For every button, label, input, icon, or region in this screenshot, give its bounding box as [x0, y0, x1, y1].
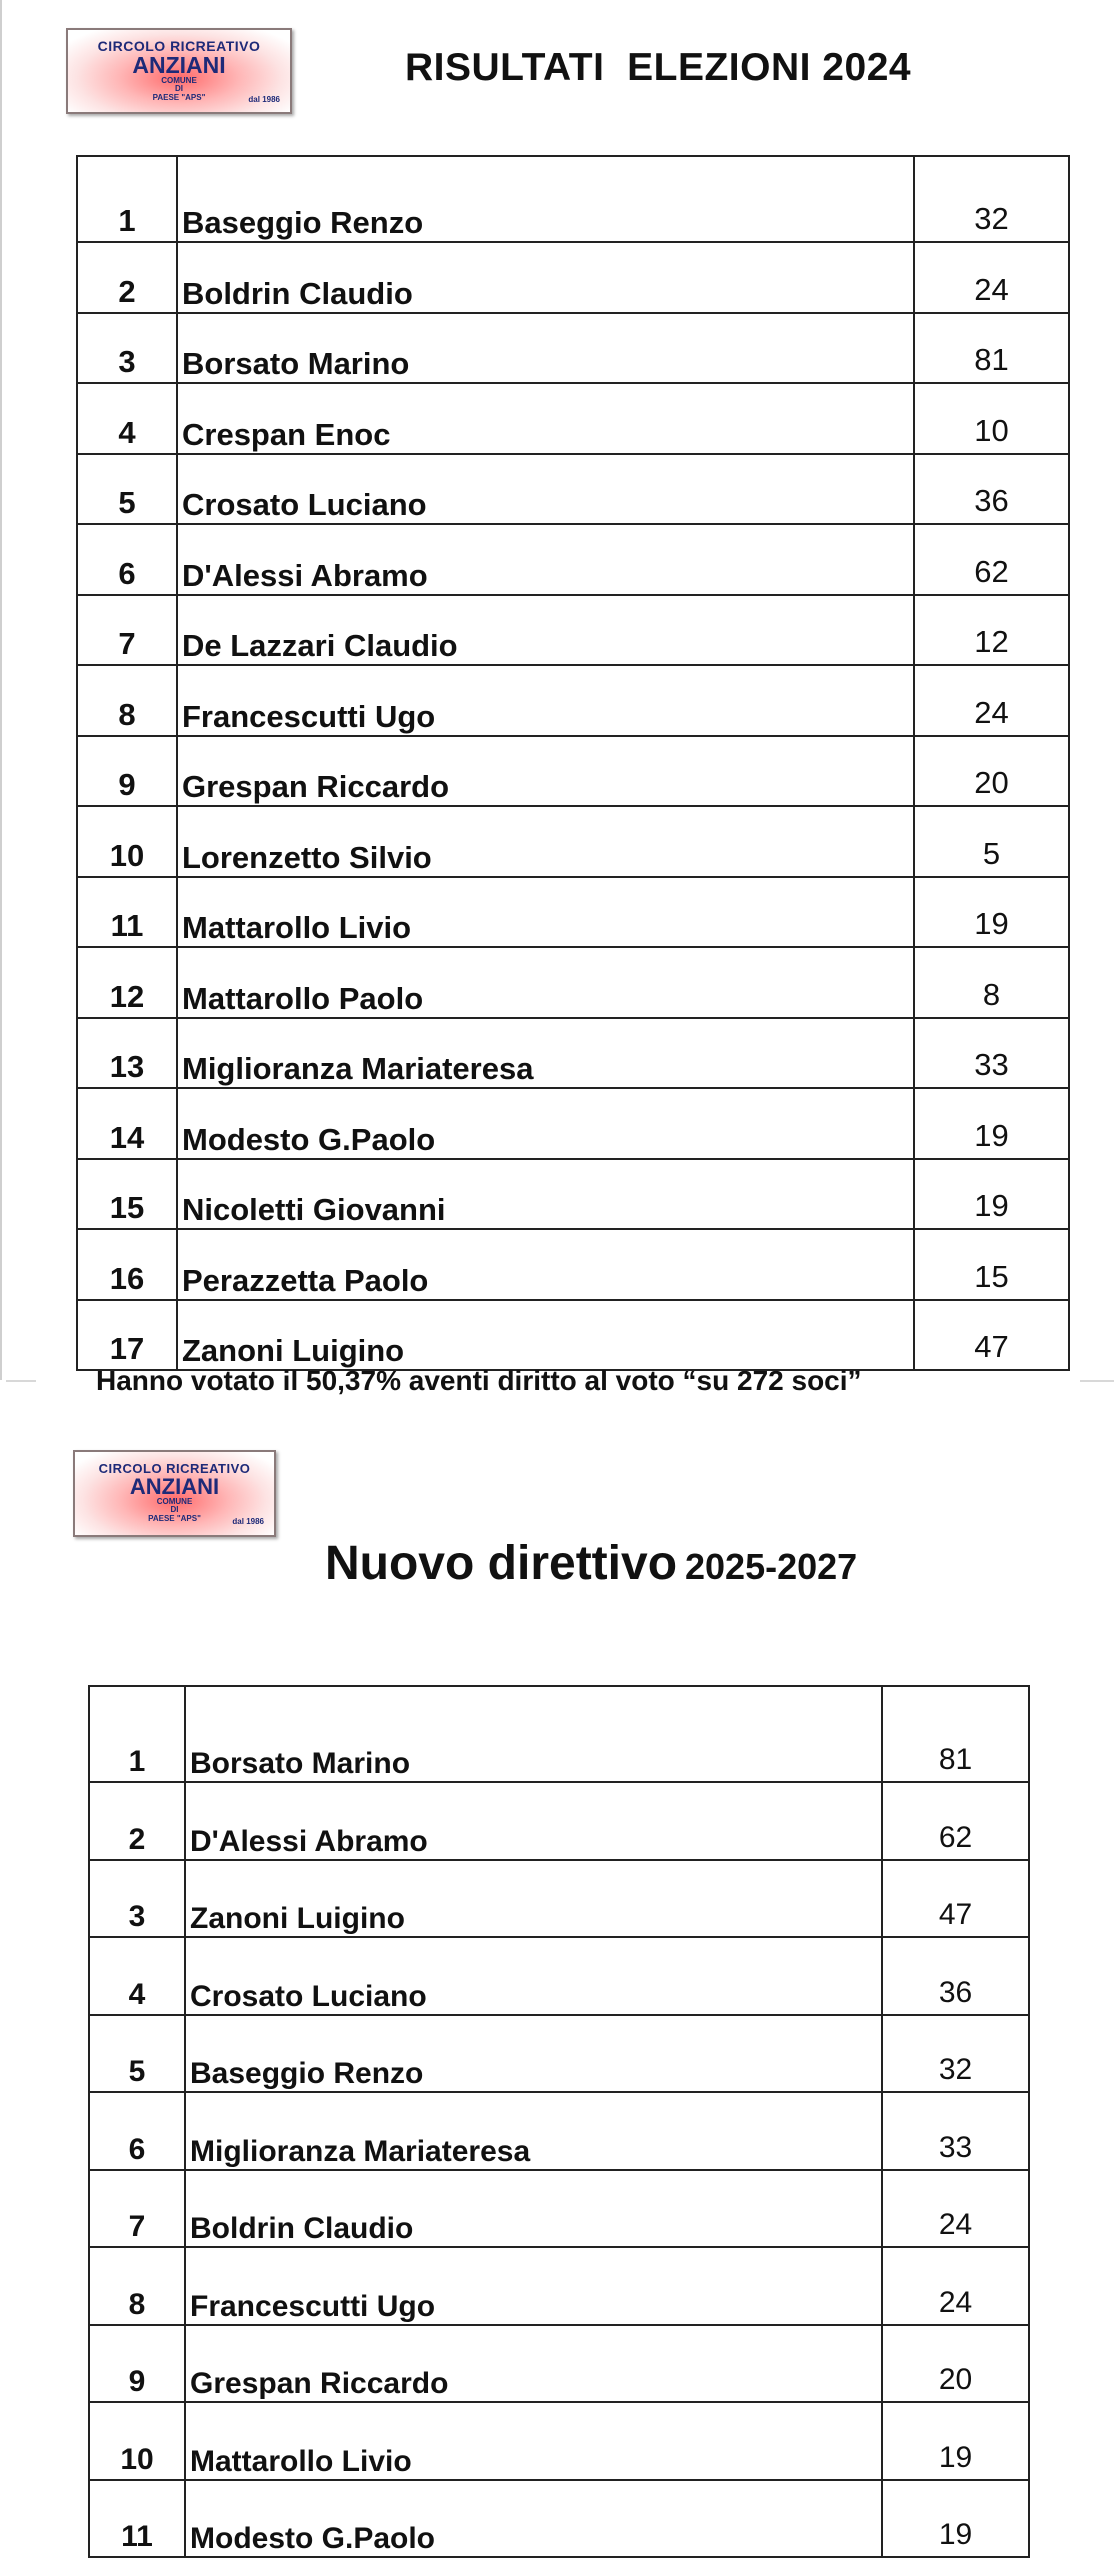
- table-row: [89, 2325, 1029, 2403]
- candidate-name: Nicoletti Giovanni: [177, 1159, 914, 1230]
- candidate-name: Crosato Luciano: [177, 454, 914, 525]
- vote-count: 24: [914, 242, 1069, 313]
- election-results-body: [77, 156, 1069, 1370]
- vote-count: 20: [914, 736, 1069, 807]
- table-row: [77, 947, 1069, 1018]
- row-number: 8: [77, 665, 177, 736]
- row-number: 1: [77, 156, 177, 242]
- candidate-name: Miglioranza Mariateresa: [177, 1018, 914, 1089]
- row-number: 9: [77, 736, 177, 807]
- row-number: 10: [77, 806, 177, 877]
- candidate-name: Francescutti Ugo: [177, 665, 914, 736]
- vote-count: 47: [882, 1860, 1029, 1938]
- table-row: [89, 2247, 1029, 2325]
- table-row: [77, 1229, 1069, 1300]
- row-number: 8: [89, 2247, 185, 2325]
- logo-line-1: CIRCOLO RICREATIVO: [97, 38, 261, 54]
- turnout-note: Hanno votato il 50,37% aventi diritto al voto “su 272 soci”: [96, 1365, 862, 1396]
- candidate-name: Francescutti Ugo: [185, 2247, 882, 2325]
- candidate-name: De Lazzari Claudio: [177, 595, 914, 666]
- vote-count: 15: [914, 1229, 1069, 1300]
- logo-line-2: ANZIANI: [132, 52, 226, 78]
- table-row: [77, 454, 1069, 525]
- table-row: [89, 1860, 1029, 1938]
- row-number: 9: [89, 2325, 185, 2403]
- row-number: 2: [89, 1782, 185, 1860]
- table-row: [89, 2402, 1029, 2480]
- candidate-name: Borsato Marino: [185, 1686, 882, 1782]
- table-row: [77, 383, 1069, 454]
- row-number: 6: [77, 524, 177, 595]
- new-board-table: [88, 1685, 1030, 2558]
- row-number: 5: [89, 2015, 185, 2093]
- candidate-name: Boldrin Claudio: [185, 2170, 882, 2248]
- logo-since: dal 1986: [248, 95, 280, 104]
- candidate-name: Modesto G.Paolo: [177, 1088, 914, 1159]
- row-number: 16: [77, 1229, 177, 1300]
- candidate-name: D'Alessi Abramo: [185, 1782, 882, 1860]
- vote-count: 62: [882, 1782, 1029, 1860]
- row-number: 1: [89, 1686, 185, 1782]
- table-row: [77, 242, 1069, 313]
- candidate-name: Baseggio Renzo: [177, 156, 914, 242]
- row-number: 10: [89, 2402, 185, 2480]
- table-row: [89, 2170, 1029, 2248]
- board-title-years: 2025-2027: [685, 1546, 858, 1587]
- table-row: [89, 1686, 1029, 1782]
- table-row: [77, 1159, 1069, 1230]
- candidate-name: D'Alessi Abramo: [177, 524, 914, 595]
- vote-count: 8: [914, 947, 1069, 1018]
- candidate-name: Zanoni Luigino: [185, 1860, 882, 1938]
- club-logo: [66, 28, 292, 114]
- logo-line-2: ANZIANI: [129, 1474, 220, 1499]
- table-row: [77, 806, 1069, 877]
- vote-count: 19: [914, 1088, 1069, 1159]
- vote-count: 81: [914, 313, 1069, 384]
- vote-count: 81: [882, 1686, 1029, 1782]
- table-row: [77, 877, 1069, 948]
- row-number: 7: [77, 595, 177, 666]
- logo-since: dal 1986: [232, 1517, 264, 1526]
- candidate-name: Mattarollo Livio: [177, 877, 914, 948]
- candidate-name: Zanoni Luigino: [177, 1300, 914, 1371]
- vote-count: 32: [914, 156, 1069, 242]
- candidate-name: Modesto G.Paolo: [185, 2480, 882, 2558]
- vote-count: 33: [914, 1018, 1069, 1089]
- logo-line-3b: DI: [175, 84, 183, 94]
- table-row: [77, 1088, 1069, 1159]
- vote-count: 20: [882, 2325, 1029, 2403]
- row-number: 5: [77, 454, 177, 525]
- candidate-name: Baseggio Renzo: [185, 2015, 882, 2093]
- table-row: [89, 1937, 1029, 2015]
- section-divider-right: [1080, 1380, 1114, 1382]
- candidate-name: Crosato Luciano: [185, 1937, 882, 2015]
- table-row: [77, 524, 1069, 595]
- vote-count: 12: [914, 595, 1069, 666]
- row-number: 3: [77, 313, 177, 384]
- section-divider-left: [6, 1380, 36, 1382]
- logo-line-3c: PAESE "APS": [148, 1513, 201, 1523]
- vote-count: 62: [914, 524, 1069, 595]
- candidate-name: Perazzetta Paolo: [177, 1229, 914, 1300]
- row-number: 13: [77, 1018, 177, 1089]
- candidate-name: Mattarollo Paolo: [177, 947, 914, 1018]
- club-logo-2: [73, 1450, 276, 1537]
- row-number: 12: [77, 947, 177, 1018]
- table-row: [77, 665, 1069, 736]
- new-board-body: [89, 1686, 1029, 2557]
- table-row: [89, 1782, 1029, 1860]
- logo-line-3a: COMUNE: [156, 1497, 193, 1506]
- page-left-edge: [0, 0, 2, 1380]
- logo-line-1: CIRCOLO RICREATIVO: [98, 1461, 251, 1476]
- candidate-name: Grespan Riccardo: [177, 736, 914, 807]
- table-row: [77, 1018, 1069, 1089]
- table-row: [77, 595, 1069, 666]
- table-row: [89, 2480, 1029, 2558]
- candidate-name: Mattarollo Livio: [185, 2402, 882, 2480]
- vote-count: 24: [882, 2170, 1029, 2248]
- vote-count: 24: [914, 665, 1069, 736]
- candidate-name: Lorenzetto Silvio: [177, 806, 914, 877]
- row-number: 4: [89, 1937, 185, 2015]
- vote-count: 5: [914, 806, 1069, 877]
- vote-count: 19: [882, 2480, 1029, 2558]
- row-number: 11: [77, 877, 177, 948]
- election-results-table: [76, 155, 1070, 1371]
- table-row: [77, 736, 1069, 807]
- board-title: [325, 1536, 857, 1591]
- table-row: [89, 2015, 1029, 2093]
- row-number: 11: [89, 2480, 185, 2558]
- row-number: 6: [89, 2092, 185, 2170]
- row-number: 15: [77, 1159, 177, 1230]
- vote-count: 32: [882, 2015, 1029, 2093]
- vote-count: 10: [914, 383, 1069, 454]
- table-row: [77, 1300, 1069, 1371]
- vote-count: 24: [882, 2247, 1029, 2325]
- row-number: 3: [89, 1860, 185, 1938]
- vote-count: 33: [882, 2092, 1029, 2170]
- table-row: [77, 313, 1069, 384]
- board-title-main: Nuovo direttivo: [325, 1537, 678, 1590]
- candidate-name: Boldrin Claudio: [177, 242, 914, 313]
- row-number: 7: [89, 2170, 185, 2248]
- logo-line-3a: COMUNE: [161, 76, 197, 85]
- vote-count: 19: [914, 1159, 1069, 1230]
- logo-line-3c: PAESE "APS": [152, 92, 206, 102]
- candidate-name: Grespan Riccardo: [185, 2325, 882, 2403]
- candidate-name: Borsato Marino: [177, 313, 914, 384]
- vote-count: 36: [882, 1937, 1029, 2015]
- vote-count: 19: [882, 2402, 1029, 2480]
- logo-line-3b: DI: [170, 1505, 179, 1515]
- row-number: 14: [77, 1088, 177, 1159]
- table-row: [77, 156, 1069, 242]
- row-number: 17: [77, 1300, 177, 1371]
- candidate-name: Crespan Enoc: [177, 383, 914, 454]
- vote-count: 47: [914, 1300, 1069, 1371]
- page-title: RISULTATI ELEZIONI 2024: [405, 46, 912, 89]
- vote-count: 19: [914, 877, 1069, 948]
- vote-count: 36: [914, 454, 1069, 525]
- row-number: 4: [77, 383, 177, 454]
- candidate-name: Miglioranza Mariateresa: [185, 2092, 882, 2170]
- row-number: 2: [77, 242, 177, 313]
- table-row: [89, 2092, 1029, 2170]
